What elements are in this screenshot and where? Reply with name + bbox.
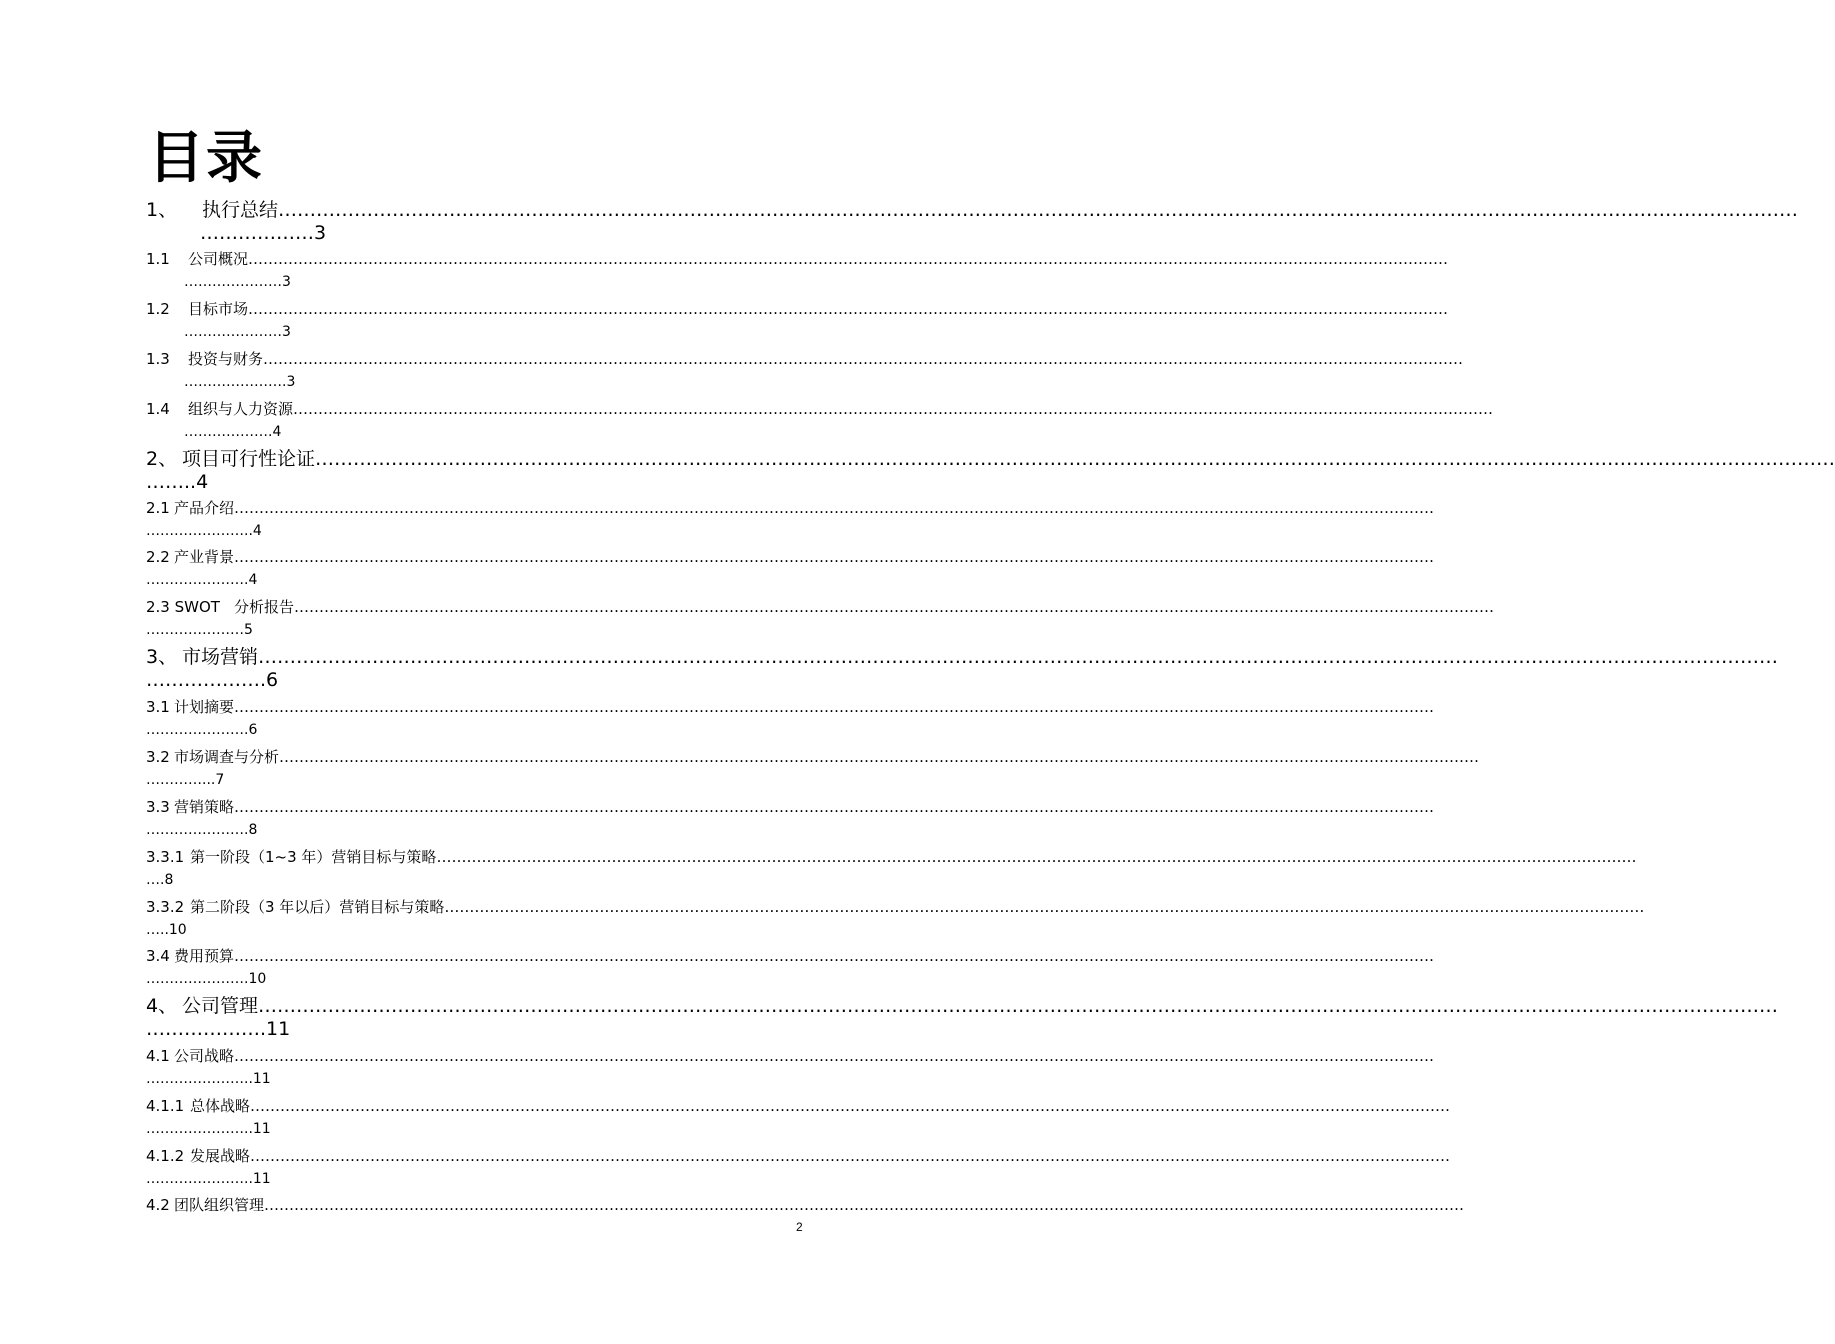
toc-entry-continuation — [146, 520, 262, 542]
toc-page-ref: .10 — [244, 971, 267, 987]
toc-page-ref: ..4 — [184, 471, 209, 493]
toc-entry-heading — [146, 347, 1464, 371]
toc-page-ref: ..11 — [244, 1121, 271, 1137]
toc-entry-title: 营销策略 — [174, 798, 235, 816]
toc-entry-heading — [146, 845, 1637, 869]
toc-entry-continuation — [146, 1168, 271, 1190]
toc-entry-heading — [146, 695, 1435, 719]
toc-leader-dots: ………………… — [146, 1171, 244, 1187]
toc-entry-heading — [146, 247, 1449, 271]
toc-leader-dots: …………………………………………………………………………………………………………………………………………………………………………………………………………………… — [234, 548, 1435, 566]
toc-leader-dots: … — [146, 922, 160, 938]
toc-leader-dots: …………………………………………………………………………………………………………………………………………………………………………………………………………………… — [258, 646, 1779, 668]
toc-entry-heading — [146, 795, 1435, 819]
toc-leader-dots: …………………………………………………………………………………………………………………………………………………………………………………………………………………… — [444, 898, 1645, 916]
toc-leader-dots: ………………… — [146, 971, 244, 987]
toc-leader-dots: ………………… — [146, 572, 244, 588]
toc-entry-title: 第一阶段（1~3 年）营销目标与策略 — [190, 848, 437, 866]
toc-entry-number: 1.2 — [146, 300, 170, 318]
toc-leader-dots: ………………… — [146, 622, 244, 638]
toc-entry-title: 项目可行性论证 — [182, 448, 316, 470]
toc-entry-continuation — [184, 371, 295, 393]
toc-leader-dots: ……………… — [146, 669, 260, 691]
toc-entry-number: 2.3 SWOT — [146, 598, 220, 616]
toc-entry-title: 公司概况 — [188, 250, 249, 268]
toc-entry-continuation — [146, 667, 278, 693]
toc-entry-continuation — [184, 321, 291, 343]
toc-leader-dots: …………………………………………………………………………………………………………………………………………………………………………………………………………………… — [234, 499, 1435, 517]
toc-entry-continuation — [146, 469, 208, 495]
toc-entry-number: 3.3 — [146, 798, 170, 816]
toc-entry-number: 4.2 — [146, 1196, 170, 1214]
toc-entry-continuation — [184, 421, 281, 443]
toc-entry-heading — [146, 1144, 1451, 1168]
toc-entry-continuation — [146, 569, 257, 591]
toc-entry-title: 组织与人力资源 — [188, 400, 294, 418]
toc-entry-number: 1.4 — [146, 400, 170, 418]
toc-leader-dots: ………………… — [146, 822, 244, 838]
toc-entry-title: 费用预算 — [174, 947, 235, 965]
toc-leader-dots: …………………………………………………………………………………………………………………………………………………………………………………………………………………… — [263, 350, 1464, 368]
page-title: 目录 — [148, 126, 264, 191]
toc-page-ref: 3 — [282, 274, 291, 290]
toc-leader-dots: …………………………………………………………………………………………………………………………………………………………………………………………………………………… — [264, 1196, 1465, 1214]
toc-page-ref: ..11 — [244, 1171, 271, 1187]
toc-leader-dots: …………………………………………………………………………………………………………………………………………………………………………………………………………………… — [258, 995, 1779, 1017]
toc-page-ref: .6 — [244, 722, 258, 738]
toc-entry-title: 公司战略 — [174, 1047, 235, 1065]
toc-entry-heading — [146, 496, 1435, 520]
toc-leader-dots: …………………………………………………………………………………………………………………………………………………………………………………………………………………… — [248, 250, 1449, 268]
toc-leader-dots: ……………… — [146, 1018, 260, 1040]
toc-page-ref: .4 — [268, 424, 282, 440]
toc-entry-heading — [146, 1094, 1451, 1118]
toc-page-ref: .11 — [260, 1018, 291, 1040]
toc-page-ref: .6 — [260, 669, 279, 691]
toc-entry-continuation — [146, 619, 253, 641]
toc-entry-continuation — [146, 1118, 271, 1140]
toc-entry-continuation — [200, 220, 326, 246]
toc-entry-number: 4.1.1 — [146, 1097, 185, 1115]
toc-leader-dots: ………………… — [146, 1071, 244, 1087]
toc-entry-title: 投资与财务 — [188, 350, 264, 368]
toc-entry-heading — [146, 545, 1435, 569]
page-number: 2 — [796, 1220, 803, 1234]
toc-entry-number: 1.1 — [146, 250, 170, 268]
toc-entry-number: 1、 — [146, 199, 178, 221]
toc-entry-title: 执行总结 — [202, 199, 279, 221]
toc-page-ref: .8 — [160, 872, 174, 888]
toc-entry-heading — [146, 895, 1645, 919]
toc-entry-title: 市场调查与分析 — [174, 748, 280, 766]
toc-entry-title: 产业背景 — [174, 548, 235, 566]
toc-leader-dots: …………………………………………………………………………………………………………………………………………………………………………………………………………………… — [250, 1097, 1451, 1115]
toc-entry-title: 分析报告 — [234, 598, 295, 616]
toc-page-ref: 5 — [244, 622, 253, 638]
toc-entry-continuation — [146, 769, 224, 791]
toc-page-ref: ...7 — [202, 772, 225, 788]
toc-leader-dots: …… — [146, 471, 184, 493]
toc-leader-dots: …………………………………………………………………………………………………………………………………………………………………………………………………………………… — [234, 698, 1435, 716]
toc-page-ref: .8 — [244, 822, 258, 838]
toc-page-ref: .3 — [282, 374, 296, 390]
toc-entry-continuation — [146, 719, 257, 741]
toc-leader-dots: ………………… — [146, 1121, 244, 1137]
toc-leader-dots: ………………… — [184, 324, 282, 340]
toc-entry-title: 团队组织管理 — [174, 1196, 265, 1214]
toc-entry-continuation — [146, 1068, 271, 1090]
toc-page-ref: ..4 — [244, 523, 262, 539]
toc-leader-dots: ………………… — [146, 523, 244, 539]
toc-leader-dots: ………………… — [184, 274, 282, 290]
toc-leader-dots: …………………………………………………………………………………………………………………………………………………………………………………………………………………… — [234, 798, 1435, 816]
toc-leader-dots: ………… — [146, 772, 202, 788]
toc-leader-dots: …………………………………………………………………………………………………………………………………………………………………………………………………………………… — [279, 748, 1480, 766]
toc-leader-dots: …………………………………………………………………………………………………………………………………………………………………………………………………………………… — [278, 199, 1799, 221]
toc-leader-dots: …………………………………………………………………………………………………………………………………………………………………………………………………………………… — [234, 947, 1435, 965]
toc-entry-number: 4、 — [146, 995, 178, 1017]
toc-entry-title: 发展战略 — [190, 1147, 251, 1165]
toc-entry-title: 产品介绍 — [174, 499, 235, 517]
toc-entry-heading — [146, 1193, 1465, 1217]
toc-entry-number: 3.3.1 — [146, 848, 185, 866]
toc-leader-dots: …………………………………………………………………………………………………………………………………………………………………………………………………………………… — [315, 448, 1835, 470]
toc-entry-title: 市场营销 — [182, 646, 259, 668]
toc-leader-dots: …………………………………………………………………………………………………………………………………………………………………………………………………………………… — [250, 1147, 1451, 1165]
toc-entry-title: 公司管理 — [182, 995, 259, 1017]
toc-page-ref: .4 — [244, 572, 258, 588]
toc-entry-number: 2、 — [146, 448, 178, 470]
toc-leader-dots: …………………………………………………………………………………………………………………………………………………………………………………………………………………… — [293, 400, 1494, 418]
toc-entry-continuation — [146, 819, 257, 841]
toc-entry-number: 3、 — [146, 646, 178, 668]
toc-entry-number: 3.2 — [146, 748, 170, 766]
toc-entry-continuation — [146, 919, 187, 941]
toc-leader-dots: ……………… — [200, 222, 314, 244]
toc-page-ref: ..10 — [160, 922, 187, 938]
toc-entry-continuation — [146, 869, 173, 891]
toc-entry-continuation — [146, 1016, 290, 1042]
toc-entry-continuation — [184, 271, 291, 293]
toc-entry-number: 3.4 — [146, 947, 170, 965]
toc-entry-title: 总体战略 — [190, 1097, 251, 1115]
toc-entry-heading — [146, 445, 1835, 473]
toc-entry-number: 1.3 — [146, 350, 170, 368]
toc-page-ref: 3 — [282, 324, 291, 340]
toc-entry-number: 2.2 — [146, 548, 170, 566]
toc-leader-dots: ………………… — [146, 722, 244, 738]
toc-leader-dots: ………………… — [184, 374, 282, 390]
toc-entry-number: 2.1 — [146, 499, 170, 517]
toc-page-ref: ..11 — [244, 1071, 271, 1087]
toc-entry-heading — [146, 297, 1449, 321]
toc-leader-dots: … — [146, 872, 160, 888]
toc-entry-heading — [146, 397, 1494, 421]
toc-leader-dots: …………………………………………………………………………………………………………………………………………………………………………………………………………………… — [234, 1047, 1435, 1065]
toc-page-ref: 3 — [314, 222, 327, 244]
toc-entry-heading — [146, 595, 1495, 619]
toc-entry-heading — [146, 944, 1435, 968]
toc-entry-number: 3.3.2 — [146, 898, 185, 916]
toc-leader-dots: …………………………………………………………………………………………………………………………………………………………………………………………………………………… — [294, 598, 1495, 616]
toc-entry-continuation — [146, 968, 266, 990]
toc-entry-title: 计划摘要 — [174, 698, 235, 716]
toc-entry-number: 3.1 — [146, 698, 170, 716]
toc-entry-heading — [146, 1044, 1435, 1068]
toc-entry-number: 4.1.2 — [146, 1147, 185, 1165]
toc-leader-dots: ……………… — [184, 424, 268, 440]
toc-entry-heading — [146, 745, 1480, 769]
toc-entry-number: 4.1 — [146, 1047, 170, 1065]
toc-entry-title: 目标市场 — [188, 300, 249, 318]
toc-leader-dots: …………………………………………………………………………………………………………………………………………………………………………………………………………………… — [248, 300, 1449, 318]
toc-entry-title: 第二阶段（3 年以后）营销目标与策略 — [190, 898, 445, 916]
toc-leader-dots: …………………………………………………………………………………………………………………………………………………………………………………………………………………… — [436, 848, 1637, 866]
